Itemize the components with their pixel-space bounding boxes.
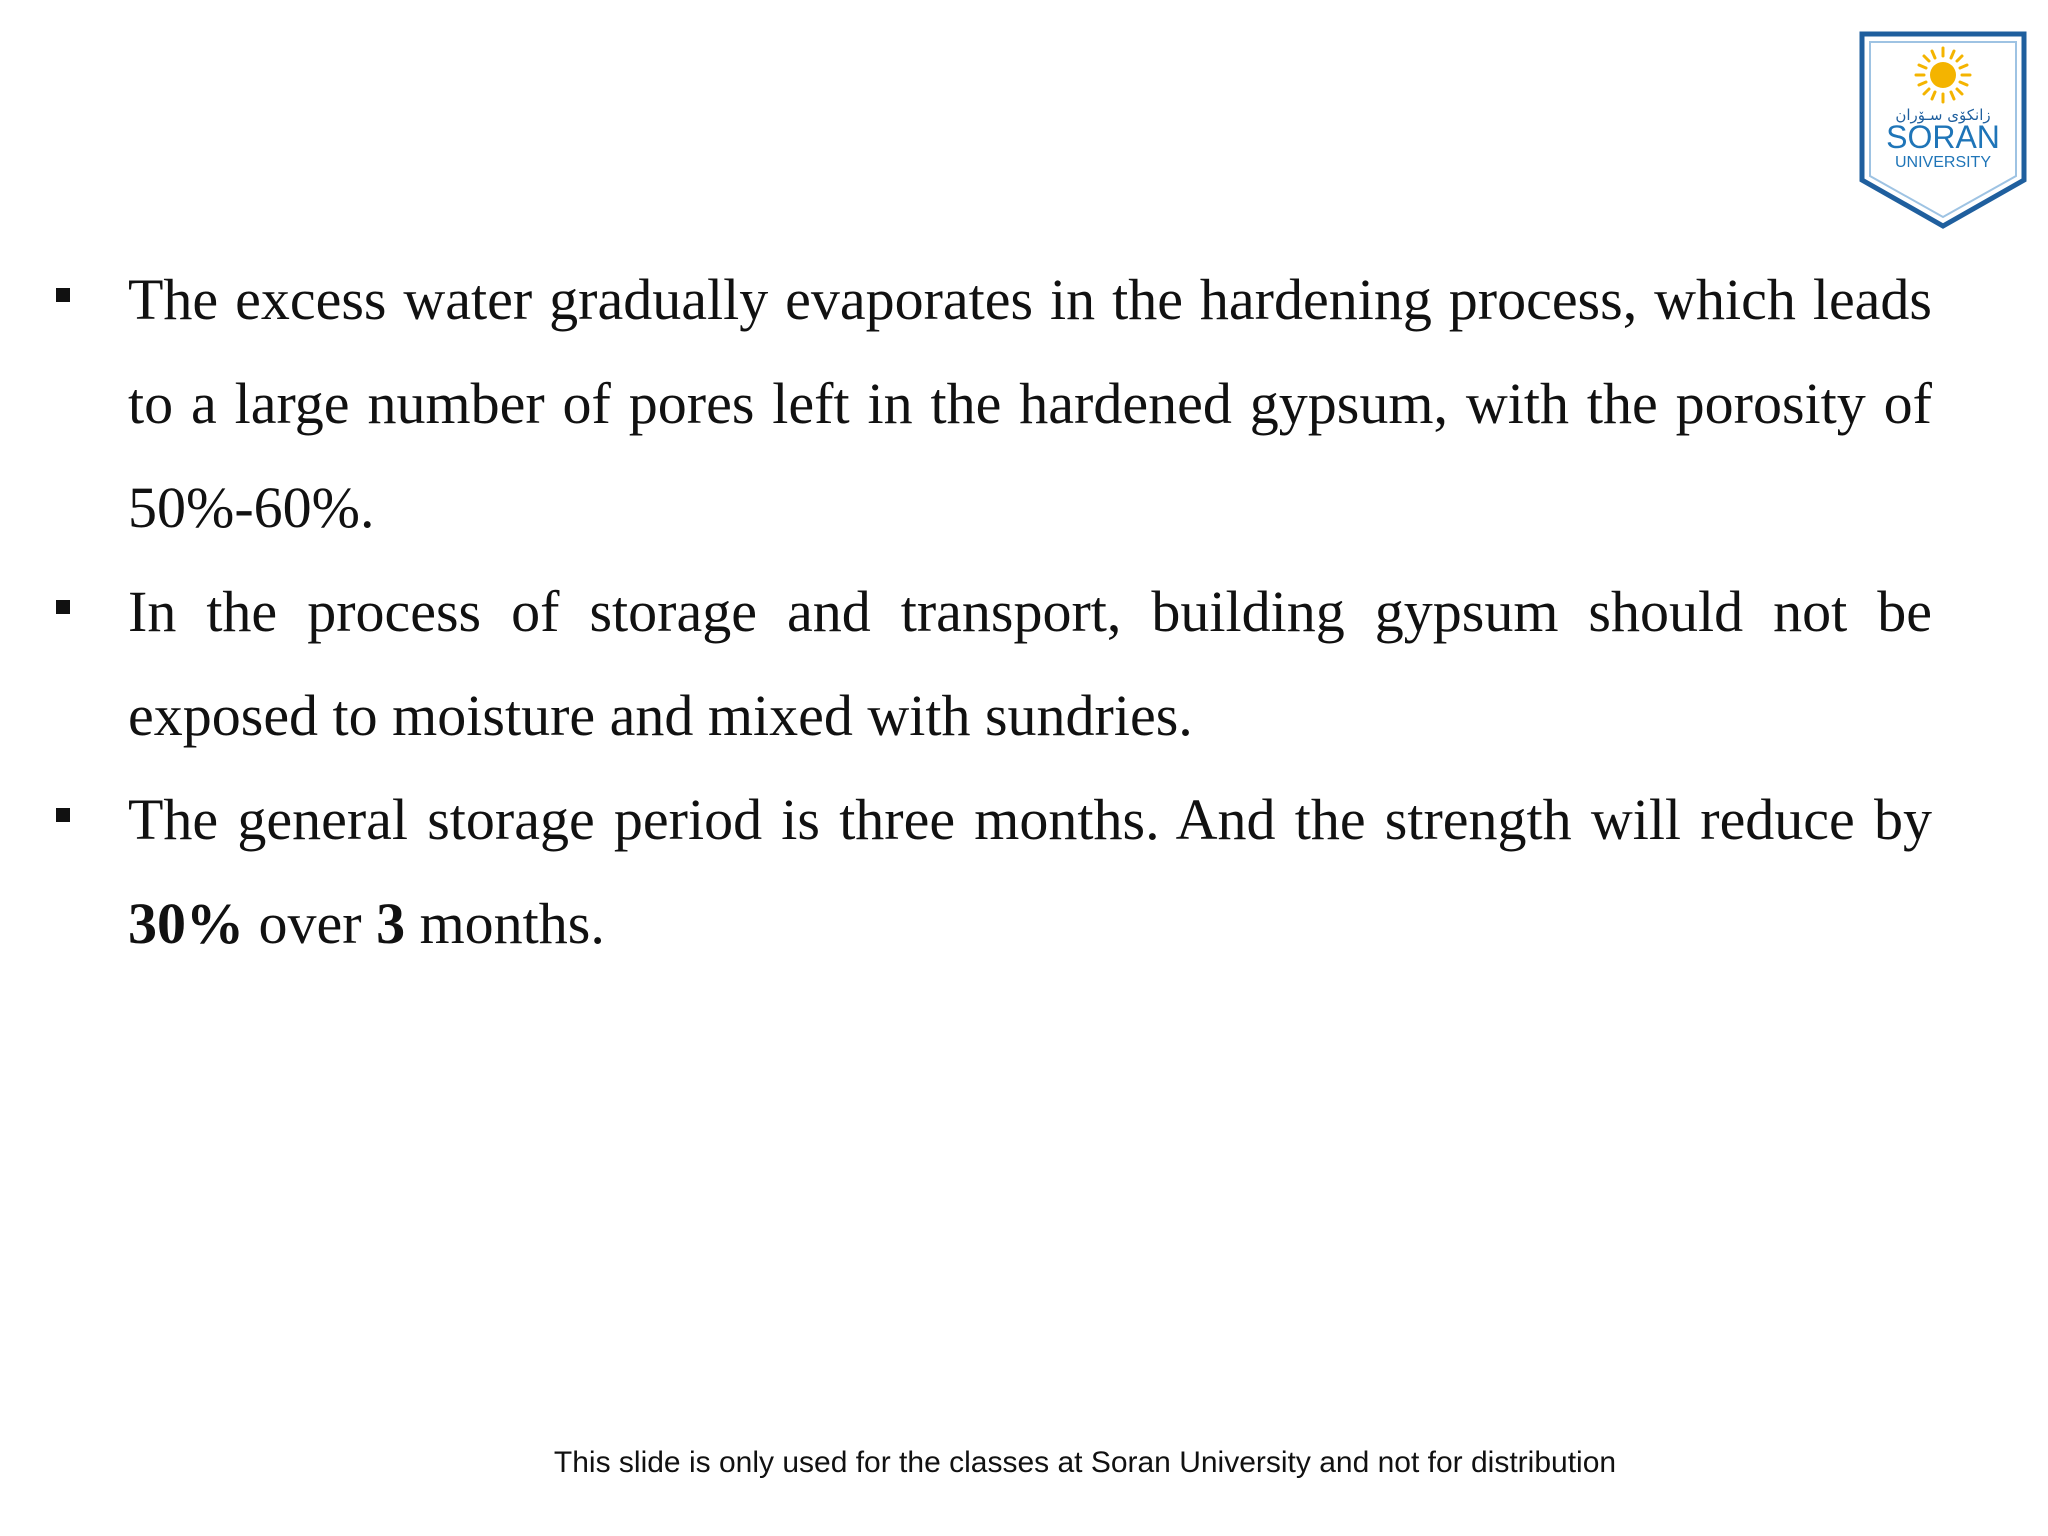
logo-arabic-text: زانكۆی سـۆران xyxy=(1895,106,1991,124)
square-bullet-icon xyxy=(56,808,70,822)
logo-name: SORAN xyxy=(1886,119,2000,155)
bullet-text-3b: over xyxy=(244,891,377,956)
bullet-text-1: The excess water gradually evaporates in the hardening process, which leads to a large number of pores left in the hardened gypsum, with the porosity of 50%-60%. xyxy=(128,267,1932,540)
bullet-bold-percent: 30% xyxy=(128,891,244,956)
bullet-item-1 xyxy=(52,248,1932,560)
footer-notice: This slide is only used for the classes at Soran University and not for distribution xyxy=(553,1446,1617,1479)
sun-icon xyxy=(1916,48,1970,102)
bullet-item-2 xyxy=(52,560,1932,768)
bullet-text-3c: months. xyxy=(405,891,605,956)
square-bullet-icon xyxy=(56,600,70,614)
logo-subtitle: UNIVERSITY xyxy=(1894,154,1992,171)
bullet-text-3a: The general storage period is three months. And the strength will reduce by xyxy=(128,787,1932,852)
bullet-item-3 xyxy=(52,768,1932,976)
bullet-list xyxy=(52,248,1932,976)
square-bullet-icon xyxy=(56,288,70,302)
soran-university-logo xyxy=(1858,30,2028,230)
bullet-bold-months: 3 xyxy=(376,891,406,956)
bullet-text-2: In the process of storage and transport, building gypsum should not be exposed to moisture and mixed with sundries. xyxy=(128,579,1932,748)
